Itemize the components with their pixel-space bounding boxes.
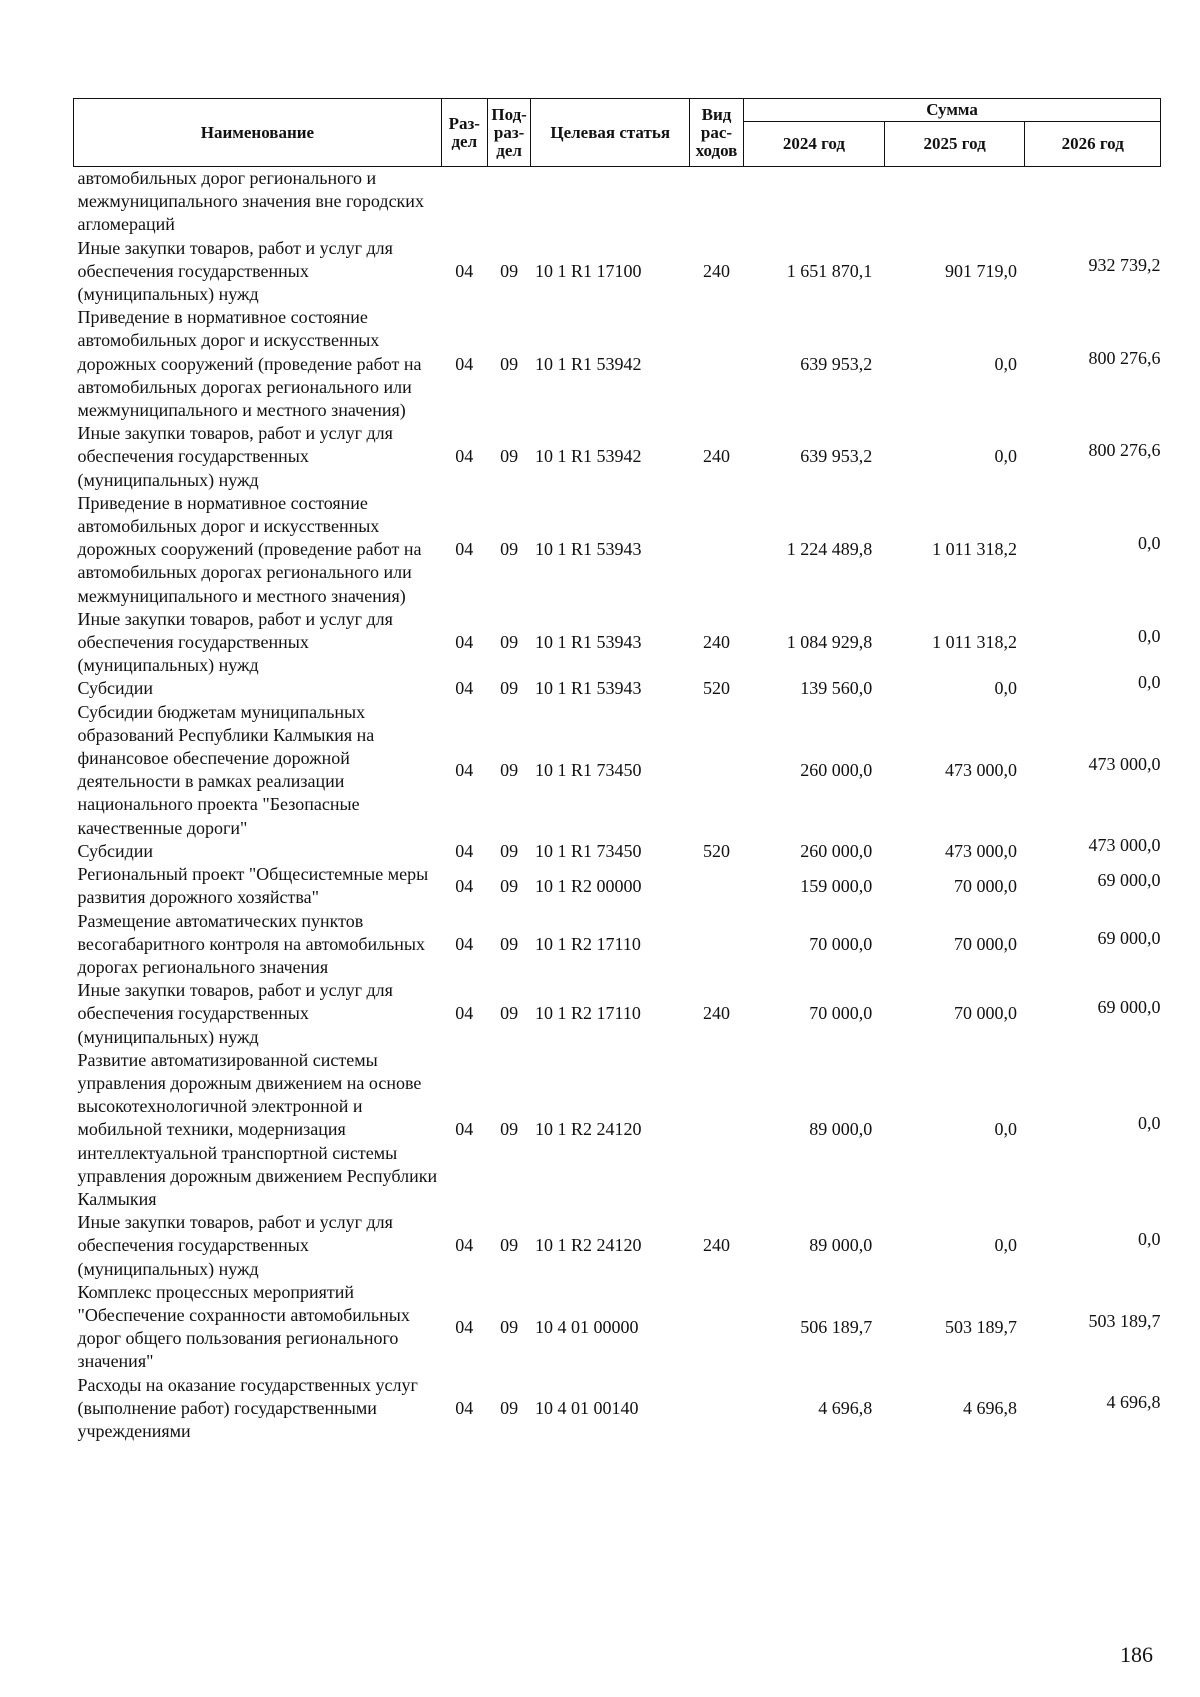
cell-razdel: 04 <box>455 678 474 699</box>
cell-podrazdel: 09 <box>500 759 519 780</box>
cell-amount-2024: 159 000,0 <box>800 875 873 896</box>
cell-amount-2024 <box>744 167 885 237</box>
cell-amount-2026 <box>1025 701 1161 840</box>
table-row <box>74 492 1161 608</box>
table-row <box>74 1374 1161 1444</box>
cell-vid-rashodov: 520 <box>702 678 730 699</box>
cell-podrazdel: 09 <box>500 1397 519 1418</box>
table-row <box>74 422 1161 492</box>
cell-amount-2025: 0,0 <box>994 678 1017 699</box>
cell-vid-rashodov: 240 <box>702 1003 730 1024</box>
cell-podrazdel: 09 <box>500 539 519 560</box>
cell-razdel <box>441 167 487 237</box>
cell-name: Иные закупки товаров, работ и услуг для обеспечения государственных (муниципальных) нужд <box>77 237 393 305</box>
cell-podrazdel: 09 <box>500 1119 519 1140</box>
cell-podrazdel <box>487 167 531 237</box>
cell-amount-2026 <box>1025 863 1161 909</box>
cell-amount-2026 <box>1025 1281 1161 1374</box>
header-year-2025: 2025 год <box>884 122 1025 167</box>
table-row <box>74 1281 1161 1374</box>
cell-amount-2024: 89 000,0 <box>809 1235 873 1256</box>
cell-podrazdel: 09 <box>500 1003 519 1024</box>
amount-2026-value: 0,0 <box>1138 626 1161 647</box>
cell-razdel: 04 <box>455 933 474 954</box>
cell-vid-rashodov: 240 <box>702 446 730 467</box>
amount-2026-value: 473 000,0 <box>1088 834 1161 855</box>
cell-name: Субсидии <box>77 840 154 861</box>
cell-amount-2024: 89 000,0 <box>809 1119 873 1140</box>
cell-celevaya-statya: 10 1 R2 17110 <box>534 933 641 954</box>
cell-amount-2025: 503 189,7 <box>944 1316 1017 1337</box>
cell-name: Субсидии <box>77 678 154 699</box>
table-row <box>74 863 1161 909</box>
cell-razdel: 04 <box>455 1316 474 1337</box>
cell-celevaya-statya: 10 4 01 00140 <box>534 1397 639 1418</box>
cell-amount-2025: 70 000,0 <box>953 1003 1017 1024</box>
cell-vid-rashodov <box>689 306 743 422</box>
cell-podrazdel: 09 <box>500 840 519 861</box>
cell-celevaya-statya: 10 4 01 00000 <box>534 1316 639 1337</box>
cell-celevaya-statya: 10 1 R1 53943 <box>534 632 642 653</box>
cell-podrazdel: 09 <box>500 260 519 281</box>
cell-razdel: 04 <box>455 632 474 653</box>
cell-vid-rashodov <box>689 1374 743 1444</box>
cell-amount-2025: 4 696,8 <box>962 1397 1017 1418</box>
cell-celevaya-statya: 10 1 R1 73450 <box>534 840 642 861</box>
table-row <box>74 608 1161 678</box>
cell-vid-rashodov <box>689 701 743 840</box>
table-row <box>74 306 1161 422</box>
cell-name: Иные закупки товаров, работ и услуг для обеспечения государственных (муниципальных) нужд <box>77 1212 393 1279</box>
table-row <box>74 237 1161 307</box>
cell-amount-2025: 473 000,0 <box>944 840 1017 861</box>
cell-celevaya-statya: 10 1 R1 53942 <box>534 353 642 374</box>
cell-amount-2026 <box>1025 1049 1161 1211</box>
cell-celevaya-statya: 10 1 R2 00000 <box>534 875 642 896</box>
cell-amount-2024: 1 224 489,8 <box>786 539 873 560</box>
cell-amount-2025: 0,0 <box>994 1235 1017 1256</box>
cell-razdel: 04 <box>455 1397 474 1418</box>
cell-razdel: 04 <box>455 759 474 780</box>
cell-name: Субсидии бюджетам муниципальных образований Республики Калмыкия на финансовое обеспечение дорожной деятельности в рамках реализации национального проекта "Безопасные качественные дороги" <box>77 701 375 838</box>
amount-2026-value: 69 000,0 <box>1097 927 1161 948</box>
cell-name: автомобильных дорог регионального и межмуниципального значения вне городских агломераций <box>77 168 424 235</box>
cell-vid-rashodov: 240 <box>702 1235 730 1256</box>
cell-razdel: 04 <box>455 539 474 560</box>
cell-amount-2024: 70 000,0 <box>809 933 873 954</box>
header-year-2024: 2024 год <box>744 122 885 167</box>
cell-razdel: 04 <box>455 1119 474 1140</box>
cell-amount-2025: 0,0 <box>994 353 1017 374</box>
cell-amount-2024: 1 084 929,8 <box>786 632 873 653</box>
amount-2026-value: 932 739,2 <box>1088 254 1161 275</box>
table-row <box>74 910 1161 980</box>
cell-name: Расходы на оказание государственных услуг (выполнение работ) государственными учреждениями <box>77 1374 418 1441</box>
cell-razdel: 04 <box>455 1003 474 1024</box>
cell-podrazdel: 09 <box>500 1316 519 1337</box>
cell-amount-2024: 4 696,8 <box>818 1397 873 1418</box>
header-year-2026: 2026 год <box>1025 122 1161 167</box>
cell-razdel: 04 <box>455 353 474 374</box>
cell-name: Региональный проект "Общесистемные меры развития дорожного хозяйства" <box>77 864 429 908</box>
cell-vid-rashodov: 520 <box>702 840 730 861</box>
cell-amount-2025: 473 000,0 <box>944 759 1017 780</box>
table-row <box>74 701 1161 840</box>
amount-2026-value: 0,0 <box>1138 672 1161 693</box>
amount-2026-value: 800 276,6 <box>1088 440 1161 461</box>
cell-celevaya-statya: 10 1 R2 24120 <box>534 1235 642 1256</box>
cell-amount-2024: 70 000,0 <box>809 1003 873 1024</box>
cell-amount-2024: 639 953,2 <box>800 446 873 467</box>
amount-2026-value: 0,0 <box>1138 1229 1161 1250</box>
cell-amount-2026 <box>1025 306 1161 422</box>
cell-vid-rashodov: 240 <box>702 260 730 281</box>
cell-amount-2024: 139 560,0 <box>800 678 873 699</box>
cell-amount-2026 <box>1025 1374 1161 1444</box>
table-body <box>74 167 1161 1444</box>
cell-amount-2025: 0,0 <box>994 1119 1017 1140</box>
cell-razdel: 04 <box>455 260 474 281</box>
cell-razdel: 04 <box>455 446 474 467</box>
cell-amount-2024: 506 189,7 <box>800 1316 873 1337</box>
cell-name: Иные закупки товаров, работ и услуг для обеспечения государственных (муниципальных) нужд <box>77 423 393 490</box>
header-razdel: Раз-дел <box>441 99 487 167</box>
cell-amount-2025: 1 011 318,2 <box>932 632 1017 653</box>
header-summa: Сумма <box>744 99 1161 122</box>
cell-amount-2026 <box>1025 1211 1161 1281</box>
cell-podrazdel: 09 <box>500 353 519 374</box>
cell-celevaya-statya: 10 1 R1 17100 <box>534 260 642 281</box>
page-number: 186 <box>1120 1642 1153 1667</box>
cell-vid-rashodov <box>689 1281 743 1374</box>
cell-amount-2024: 260 000,0 <box>800 840 873 861</box>
cell-vid-rashodov <box>689 910 743 980</box>
amount-2026-value: 69 000,0 <box>1097 869 1161 890</box>
cell-razdel: 04 <box>455 840 474 861</box>
cell-podrazdel: 09 <box>500 632 519 653</box>
cell-amount-2025: 0,0 <box>994 446 1017 467</box>
header-vid-rashodov: Вид рас-ходов <box>689 99 743 167</box>
cell-celevaya-statya <box>531 167 689 237</box>
cell-amount-2026 <box>1025 167 1161 237</box>
table-row <box>74 677 1161 700</box>
cell-vid-rashodov <box>689 492 743 608</box>
cell-name: Приведение в нормативное состояние автомобильных дорог и искусственных дорожных сооружений (проведение работ на автомобильных дорогах регионального или межмуниципального и местного значения) <box>77 492 422 606</box>
cell-celevaya-statya: 10 1 R2 17110 <box>534 1003 641 1024</box>
table-row <box>74 1211 1161 1281</box>
cell-vid-rashodov: 240 <box>702 632 730 653</box>
cell-amount-2025: 70 000,0 <box>953 875 1017 896</box>
cell-podrazdel: 09 <box>500 1235 519 1256</box>
amount-2026-value: 800 276,6 <box>1088 347 1161 368</box>
cell-amount-2026 <box>1025 237 1161 307</box>
cell-amount-2024: 260 000,0 <box>800 759 873 780</box>
cell-amount-2026 <box>1025 608 1161 678</box>
cell-celevaya-statya: 10 1 R1 53943 <box>534 678 642 699</box>
cell-name: Развитие автоматизированной системы управления дорожным движением на основе высокотехнологичной электронной и мобильной техники, модернизация интеллектуальной транспортной системы управления дорожным движением Республики Калмыкия <box>77 1049 438 1209</box>
cell-amount-2025 <box>884 167 1025 237</box>
cell-celevaya-statya: 10 1 R1 53942 <box>534 446 642 467</box>
cell-name: Иные закупки товаров, работ и услуг для обеспечения государственных (муниципальных) нужд <box>77 608 393 676</box>
cell-name: Комплекс процессных мероприятий "Обеспечение сохранности автомобильных дорог общего пользования регионального значения" <box>77 1281 410 1372</box>
amount-2026-value: 473 000,0 <box>1088 753 1161 774</box>
cell-celevaya-statya: 10 1 R1 73450 <box>534 759 642 780</box>
cell-vid-rashodov <box>689 1049 743 1211</box>
cell-amount-2025: 70 000,0 <box>953 933 1017 954</box>
table-row <box>74 840 1161 863</box>
cell-amount-2025: 1 011 318,2 <box>932 539 1017 560</box>
cell-amount-2026 <box>1025 422 1161 492</box>
cell-amount-2026 <box>1025 910 1161 980</box>
cell-name: Размещение автоматических пунктов весогабаритного контроля на автомобильных дорогах регионального значения <box>77 910 426 977</box>
cell-amount-2026 <box>1025 979 1161 1049</box>
cell-vid-rashodov <box>689 863 743 909</box>
cell-amount-2025: 901 719,0 <box>944 260 1017 281</box>
cell-podrazdel: 09 <box>500 678 519 699</box>
cell-amount-2026 <box>1025 492 1161 608</box>
header-name: Наименование <box>74 99 442 167</box>
header-podrazdel: Под-раз-дел <box>487 99 531 167</box>
cell-celevaya-statya: 10 1 R2 24120 <box>534 1119 642 1140</box>
amount-2026-value: 0,0 <box>1138 533 1161 554</box>
cell-podrazdel: 09 <box>500 933 519 954</box>
header-celevaya-statya: Целевая статья <box>531 99 689 167</box>
cell-podrazdel: 09 <box>500 446 519 467</box>
cell-amount-2024: 639 953,2 <box>800 353 873 374</box>
amount-2026-value: 503 189,7 <box>1088 1310 1161 1331</box>
cell-name: Приведение в нормативное состояние автомобильных дорог и искусственных дорожных сооружений (проведение работ на автомобильных дорогах регионального или межмуниципального и местного значения) <box>77 307 422 421</box>
cell-razdel: 04 <box>455 1235 474 1256</box>
cell-vid-rashodov <box>689 167 743 237</box>
table-row <box>74 979 1161 1049</box>
cell-amount-2024: 1 651 870,1 <box>786 260 873 281</box>
cell-razdel: 04 <box>455 875 474 896</box>
amount-2026-value: 4 696,8 <box>1106 1391 1161 1412</box>
table-row <box>74 167 1161 237</box>
table-row <box>74 1049 1161 1211</box>
cell-celevaya-statya: 10 1 R1 53943 <box>534 539 642 560</box>
cell-podrazdel: 09 <box>500 875 519 896</box>
cell-name: Иные закупки товаров, работ и услуг для обеспечения государственных (муниципальных) нужд <box>77 980 393 1047</box>
table-header <box>74 99 1161 167</box>
amount-2026-value: 69 000,0 <box>1097 997 1161 1018</box>
amount-2026-value: 0,0 <box>1138 1113 1161 1134</box>
cell-amount-2026 <box>1025 672 1161 700</box>
cell-amount-2026 <box>1025 834 1161 863</box>
budget-table <box>73 98 1161 1443</box>
